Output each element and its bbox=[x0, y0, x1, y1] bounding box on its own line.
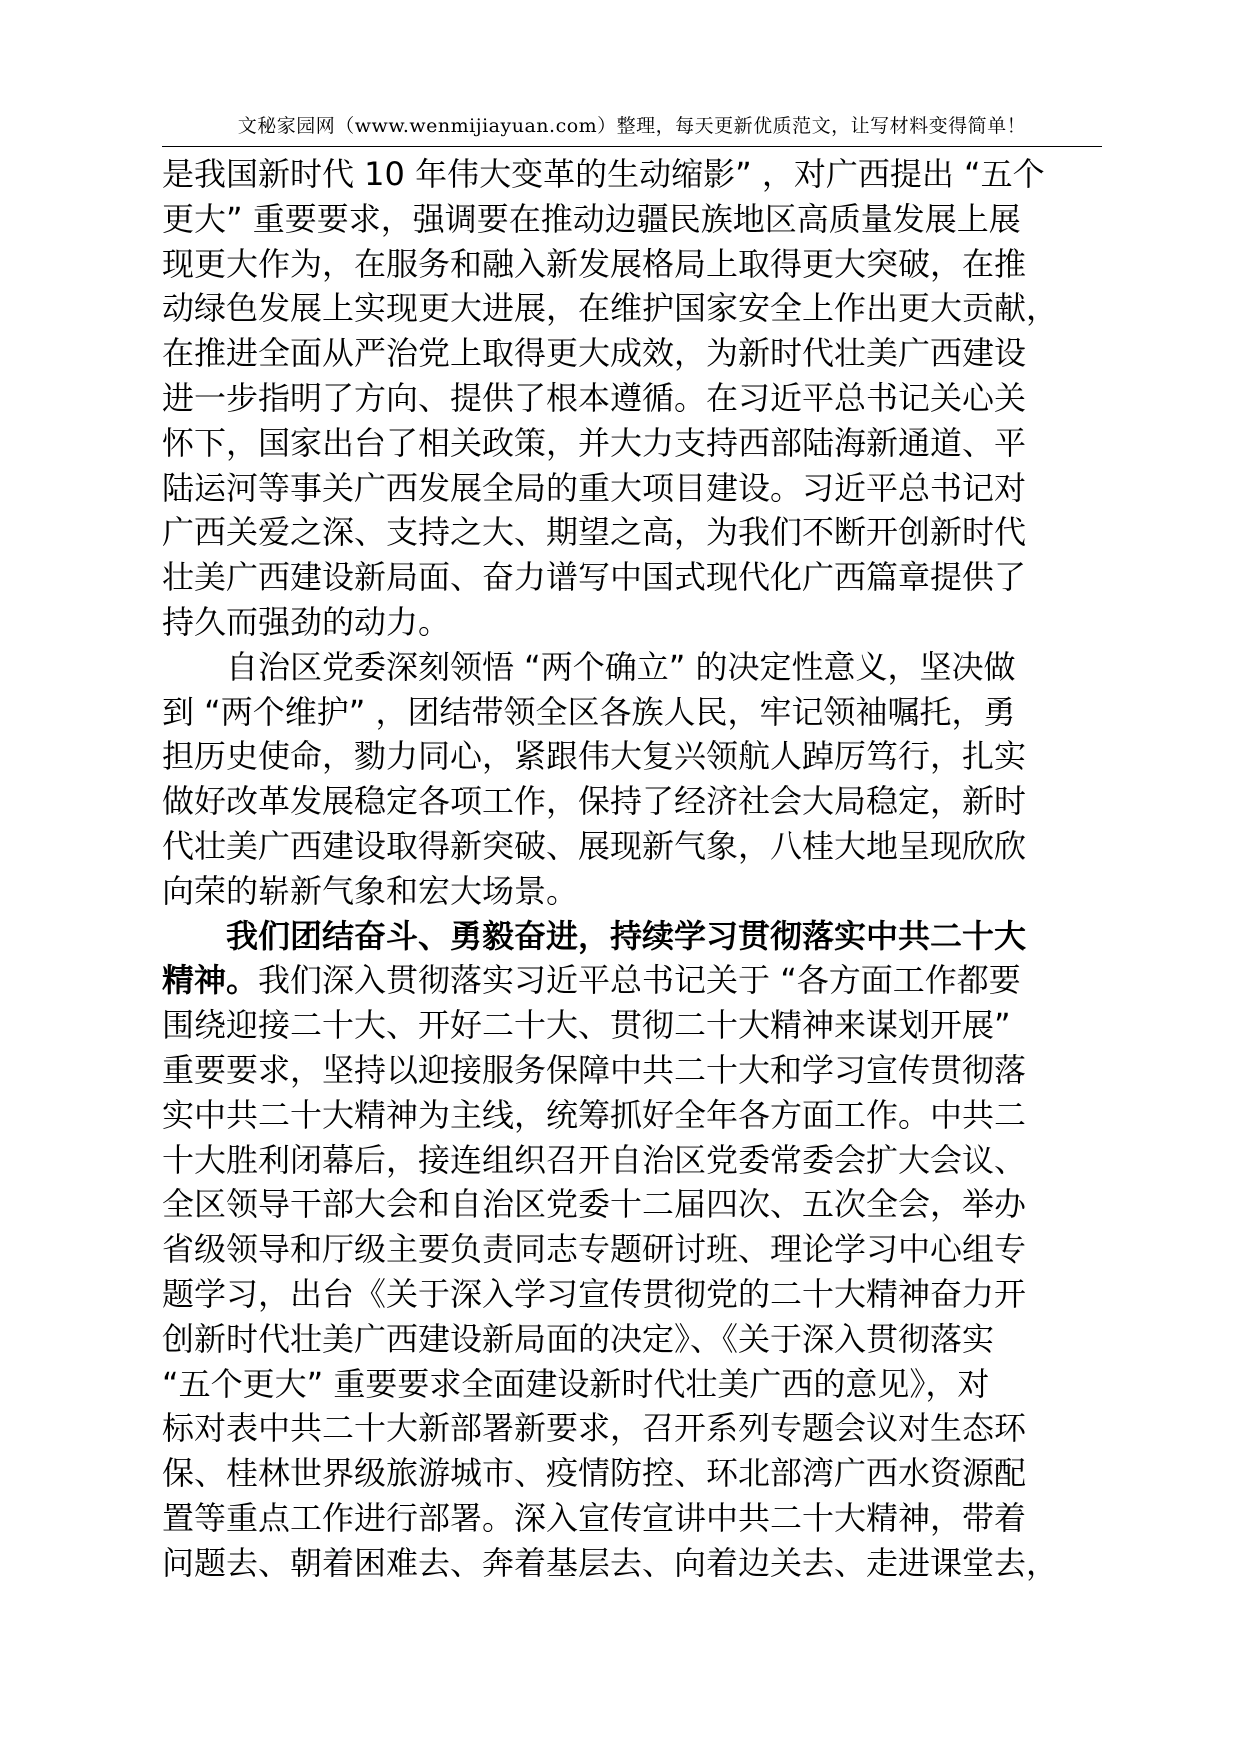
body-line: 陆运河等事关广西发展全局的重大项目建设。习近平总书记对 bbox=[162, 468, 1027, 507]
body-line: 向荣的崭新气象和宏大场景。 bbox=[162, 871, 579, 910]
body-line: 置等重点工作进行部署。深入宣传宣讲中共二十大精神，带着 bbox=[162, 1498, 1027, 1537]
body-line: 怀下，国家出台了相关政策，并大力支持西部陆海新通道、平 bbox=[162, 423, 1027, 462]
body-line: 持久而强劲的动力。 bbox=[162, 602, 451, 641]
body-line: 更大” 重要要求，强调要在推动边疆民族地区高质量发展上展 bbox=[162, 199, 1021, 238]
paragraph-start-line: 自治区党委深刻领悟 “两个确立” 的决定性意义，坚决做 bbox=[226, 647, 1016, 686]
body-line: 标对表中共二十大新部署新要求，召开系列专题会议对生态环 bbox=[162, 1409, 1027, 1448]
body-line: 进一步指明了方向、提供了根本遵循。在习近平总书记关心关 bbox=[162, 378, 1027, 417]
body-line-continuation: 我们深入贯彻落实习近平总书记关于 “各方面工作都要 bbox=[258, 961, 1021, 1000]
body-line: 重要要求，坚持以迎接服务保障中共二十大和学习宣传贯彻落 bbox=[162, 1050, 1027, 1089]
body-line: 到 “两个维护” ，团结带领全区各族人民，牢记领袖嘱托，勇 bbox=[162, 692, 1016, 731]
body-line: 题学习，出台《关于深入学习宣传贯彻党的二十大精神奋力开 bbox=[162, 1274, 1027, 1313]
body-line: 在推进全面从严治党上取得更大成效，为新时代壮美广西建设 bbox=[162, 334, 1027, 373]
body-line: 十大胜利闭幕后，接连组织召开自治区党委常委会扩大会议、 bbox=[162, 1140, 1027, 1179]
section-heading-tail: 精神。 bbox=[162, 961, 259, 1000]
body-line: 现更大作为，在服务和融入新发展格局上取得更大突破，在推 bbox=[162, 244, 1027, 283]
body-line: 省级领导和厅级主要负责同志专题研讨班、理论学习中心组专 bbox=[162, 1230, 1027, 1269]
body-line: 广西关爱之深、支持之大、期望之高，为我们不断开创新时代 bbox=[162, 513, 1027, 552]
page-header: 文秘家园网（www.wenmijiayuan.com）整理，每天更新优质范文，让写材料变得简单！ bbox=[237, 115, 1027, 137]
body-line: 代壮美广西建设取得新突破、展现新气象，八桂大地呈现欣欣 bbox=[162, 826, 1027, 865]
body-line: 保、桂林世界级旅游城市、疫情防控、环北部湾广西水资源配 bbox=[162, 1454, 1027, 1493]
body-line: 全区领导干部大会和自治区党委十二届四次、五次全会，举办 bbox=[162, 1185, 1027, 1224]
body-line: 是我国新时代 10 年伟大变革的生动缩影” ，对广西提出 “五个 bbox=[162, 155, 1045, 193]
header-divider bbox=[162, 146, 1102, 147]
document-body bbox=[162, 152, 1102, 1586]
body-line: 动绿色发展上实现更大进展，在维护国家安全上作出更大贡献， bbox=[162, 289, 1059, 328]
body-line: 实中共二十大精神为主线，统筹抓好全年各方面工作。中共二 bbox=[162, 1095, 1027, 1134]
body-line: 做好改革发展稳定各项工作，保持了经济社会大局稳定，新时 bbox=[162, 782, 1027, 821]
section-heading-line: 我们团结奋斗、勇毅奋进，持续学习贯彻落实中共二十大 bbox=[226, 916, 1027, 955]
body-line: “五个更大” 重要要求全面建设新时代壮美广西的意见》，对 bbox=[162, 1364, 990, 1403]
body-line: 问题去、朝着困难去、奔着基层去、向着边关去、走进课堂去， bbox=[162, 1543, 1059, 1582]
body-line: 担历史使命，勠力同心，紧跟伟大复兴领航人踔厉笃行，扎实 bbox=[162, 737, 1027, 776]
body-line-mixed bbox=[162, 958, 1102, 1003]
body-line: 壮美广西建设新局面、奋力谱写中国式现代化广西篇章提供了 bbox=[162, 558, 1027, 597]
body-line: 创新时代壮美广西建设新局面的决定》、《关于深入贯彻落实 bbox=[162, 1319, 995, 1358]
body-line: 围绕迎接二十大、开好二十大、贯彻二十大精神来谋划开展” bbox=[162, 1006, 1011, 1045]
